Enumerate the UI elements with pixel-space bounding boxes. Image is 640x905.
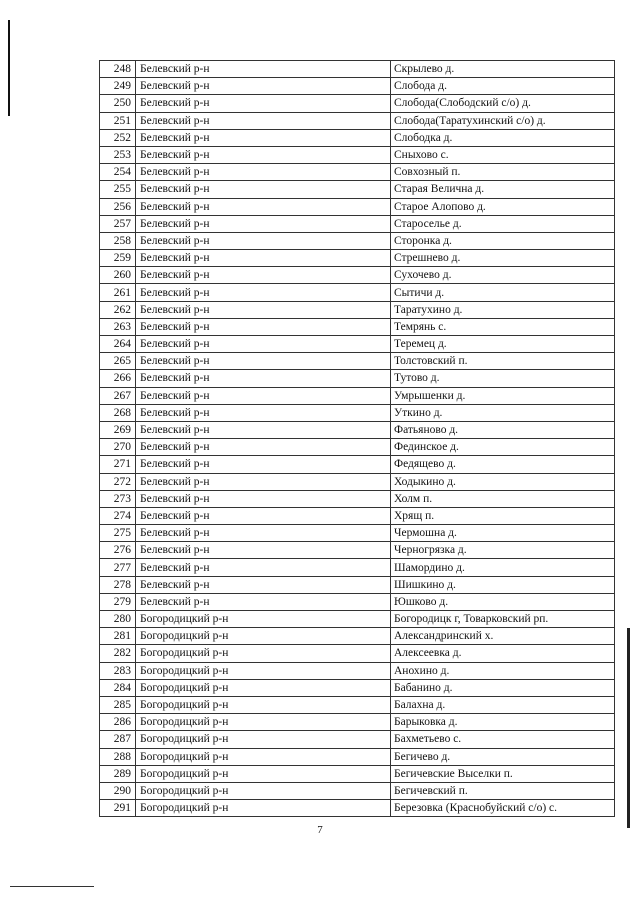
row-number-cell: 248 <box>100 61 136 78</box>
table-row <box>100 576 615 593</box>
district-cell: Белевский р-н <box>136 198 391 215</box>
settlement-cell: Бабанино д. <box>391 679 615 696</box>
row-number-cell: 274 <box>100 507 136 524</box>
table-row <box>100 507 615 524</box>
district-cell: Белевский р-н <box>136 525 391 542</box>
row-number-cell: 251 <box>100 112 136 129</box>
table-row <box>100 525 615 542</box>
settlement-cell: Хрящ п. <box>391 507 615 524</box>
row-number-cell: 250 <box>100 95 136 112</box>
row-number-cell: 261 <box>100 284 136 301</box>
table-row <box>100 95 615 112</box>
table-row <box>100 611 615 628</box>
settlements-table <box>99 60 615 817</box>
settlement-cell: Бегичевские Выселки п. <box>391 765 615 782</box>
table-row <box>100 714 615 731</box>
table-row <box>100 731 615 748</box>
district-cell: Богородицкий р-н <box>136 748 391 765</box>
table-row <box>100 748 615 765</box>
district-cell: Белевский р-н <box>136 370 391 387</box>
table-row <box>100 78 615 95</box>
table-row <box>100 336 615 353</box>
table-row <box>100 404 615 421</box>
row-number-cell: 258 <box>100 232 136 249</box>
settlement-cell: Фединское д. <box>391 439 615 456</box>
district-cell: Белевский р-н <box>136 542 391 559</box>
row-number-cell: 263 <box>100 318 136 335</box>
district-cell: Белевский р-н <box>136 507 391 524</box>
row-number-cell: 254 <box>100 164 136 181</box>
row-number-cell: 285 <box>100 696 136 713</box>
settlement-cell: Слобода(Таратухинский с/о) д. <box>391 112 615 129</box>
district-cell: Белевский р-н <box>136 284 391 301</box>
table-row <box>100 370 615 387</box>
district-cell: Богородицкий р-н <box>136 782 391 799</box>
table-row <box>100 215 615 232</box>
settlement-cell: Староселье д. <box>391 215 615 232</box>
district-cell: Белевский р-н <box>136 404 391 421</box>
district-cell: Богородицкий р-н <box>136 696 391 713</box>
settlement-cell: Тутово д. <box>391 370 615 387</box>
row-number-cell: 289 <box>100 765 136 782</box>
settlement-cell: Шишкино д. <box>391 576 615 593</box>
row-number-cell: 257 <box>100 215 136 232</box>
district-cell: Белевский р-н <box>136 215 391 232</box>
row-number-cell: 265 <box>100 353 136 370</box>
row-number-cell: 256 <box>100 198 136 215</box>
district-cell: Белевский р-н <box>136 181 391 198</box>
row-number-cell: 260 <box>100 267 136 284</box>
settlement-cell: Федящево д. <box>391 456 615 473</box>
row-number-cell: 291 <box>100 800 136 817</box>
settlement-cell: Бегичево д. <box>391 748 615 765</box>
row-number-cell: 281 <box>100 628 136 645</box>
row-number-cell: 273 <box>100 490 136 507</box>
settlement-cell: Таратухино д. <box>391 301 615 318</box>
district-cell: Белевский р-н <box>136 456 391 473</box>
district-cell: Белевский р-н <box>136 353 391 370</box>
settlement-cell: Александринский х. <box>391 628 615 645</box>
settlement-cell: Шамордино д. <box>391 559 615 576</box>
district-cell: Богородицкий р-н <box>136 800 391 817</box>
settlement-cell: Анохино д. <box>391 662 615 679</box>
row-number-cell: 278 <box>100 576 136 593</box>
settlement-cell: Холм п. <box>391 490 615 507</box>
district-cell: Белевский р-н <box>136 267 391 284</box>
district-cell: Богородицкий р-н <box>136 679 391 696</box>
table-row <box>100 284 615 301</box>
table-row <box>100 542 615 559</box>
settlement-cell: Старая Велична д. <box>391 181 615 198</box>
table-row <box>100 593 615 610</box>
settlement-cell: Сытичи д. <box>391 284 615 301</box>
district-cell: Белевский р-н <box>136 387 391 404</box>
table-row <box>100 439 615 456</box>
table-row <box>100 645 615 662</box>
row-number-cell: 277 <box>100 559 136 576</box>
row-number-cell: 259 <box>100 250 136 267</box>
district-cell: Белевский р-н <box>136 318 391 335</box>
table-row <box>100 61 615 78</box>
table-row <box>100 490 615 507</box>
settlement-cell: Ходыкино д. <box>391 473 615 490</box>
table-row <box>100 456 615 473</box>
district-cell: Белевский р-н <box>136 78 391 95</box>
table-row <box>100 129 615 146</box>
settlement-cell: Сухочево д. <box>391 267 615 284</box>
row-number-cell: 272 <box>100 473 136 490</box>
settlement-cell: Умрышенки д. <box>391 387 615 404</box>
settlements-table-body <box>100 61 615 817</box>
settlement-cell: Стрешнево д. <box>391 250 615 267</box>
table-row <box>100 559 615 576</box>
district-cell: Белевский р-н <box>136 164 391 181</box>
row-number-cell: 270 <box>100 439 136 456</box>
table-row <box>100 696 615 713</box>
settlement-cell: Теремец д. <box>391 336 615 353</box>
row-number-cell: 262 <box>100 301 136 318</box>
row-number-cell: 279 <box>100 593 136 610</box>
scan-edge-mark-right <box>627 628 630 828</box>
table-row <box>100 679 615 696</box>
scan-edge-mark-left <box>8 20 10 116</box>
row-number-cell: 271 <box>100 456 136 473</box>
district-cell: Белевский р-н <box>136 61 391 78</box>
district-cell: Белевский р-н <box>136 129 391 146</box>
district-cell: Богородицкий р-н <box>136 628 391 645</box>
table-row <box>100 232 615 249</box>
row-number-cell: 266 <box>100 370 136 387</box>
district-cell: Богородицкий р-н <box>136 765 391 782</box>
row-number-cell: 275 <box>100 525 136 542</box>
settlement-cell: Старое Алопово д. <box>391 198 615 215</box>
row-number-cell: 255 <box>100 181 136 198</box>
district-cell: Белевский р-н <box>136 336 391 353</box>
district-cell: Белевский р-н <box>136 250 391 267</box>
row-number-cell: 253 <box>100 146 136 163</box>
table-row <box>100 421 615 438</box>
settlement-cell: Чермошна д. <box>391 525 615 542</box>
settlement-cell: Скрылево д. <box>391 61 615 78</box>
settlement-cell: Слободка д. <box>391 129 615 146</box>
district-cell: Белевский р-н <box>136 473 391 490</box>
row-number-cell: 288 <box>100 748 136 765</box>
settlement-cell: Темрянь с. <box>391 318 615 335</box>
table-row <box>100 198 615 215</box>
settlement-cell: Березовка (Краснобуйский с/о) с. <box>391 800 615 817</box>
table-row <box>100 250 615 267</box>
table-row <box>100 318 615 335</box>
table-row <box>100 267 615 284</box>
district-cell: Белевский р-н <box>136 439 391 456</box>
row-number-cell: 252 <box>100 129 136 146</box>
district-cell: Белевский р-н <box>136 232 391 249</box>
table-row <box>100 662 615 679</box>
table-row <box>100 146 615 163</box>
table-row <box>100 473 615 490</box>
settlement-cell: Совхозный п. <box>391 164 615 181</box>
table-row <box>100 301 615 318</box>
row-number-cell: 269 <box>100 421 136 438</box>
row-number-cell: 264 <box>100 336 136 353</box>
table-row <box>100 112 615 129</box>
row-number-cell: 282 <box>100 645 136 662</box>
settlement-cell: Сныхово с. <box>391 146 615 163</box>
settlement-cell: Алексеевка д. <box>391 645 615 662</box>
table-row <box>100 353 615 370</box>
row-number-cell: 284 <box>100 679 136 696</box>
settlement-cell: Фатьяново д. <box>391 421 615 438</box>
row-number-cell: 276 <box>100 542 136 559</box>
row-number-cell: 287 <box>100 731 136 748</box>
table-row <box>100 800 615 817</box>
district-cell: Богородицкий р-н <box>136 611 391 628</box>
table-row <box>100 387 615 404</box>
settlement-cell: Уткино д. <box>391 404 615 421</box>
settlement-cell: Бегичевский п. <box>391 782 615 799</box>
page-number: 7 <box>317 824 323 836</box>
settlement-cell: Черногрязка д. <box>391 542 615 559</box>
table-row <box>100 181 615 198</box>
row-number-cell: 290 <box>100 782 136 799</box>
row-number-cell: 283 <box>100 662 136 679</box>
row-number-cell: 249 <box>100 78 136 95</box>
settlement-cell: Барыковка д. <box>391 714 615 731</box>
settlement-cell: Слобода д. <box>391 78 615 95</box>
district-cell: Богородицкий р-н <box>136 714 391 731</box>
settlement-cell: Богородицк г, Товарковский рп. <box>391 611 615 628</box>
row-number-cell: 280 <box>100 611 136 628</box>
table-row <box>100 164 615 181</box>
district-cell: Белевский р-н <box>136 593 391 610</box>
settlement-cell: Бахметьево с. <box>391 731 615 748</box>
scan-edge-mark-bottom <box>10 886 94 887</box>
district-cell: Белевский р-н <box>136 421 391 438</box>
table-row <box>100 628 615 645</box>
settlement-cell: Балахна д. <box>391 696 615 713</box>
table-row <box>100 765 615 782</box>
settlement-cell: Сторонка д. <box>391 232 615 249</box>
district-cell: Белевский р-н <box>136 301 391 318</box>
settlement-cell: Толстовский п. <box>391 353 615 370</box>
district-cell: Белевский р-н <box>136 95 391 112</box>
district-cell: Богородицкий р-н <box>136 662 391 679</box>
settlement-cell: Слобода(Слободский с/о) д. <box>391 95 615 112</box>
district-cell: Белевский р-н <box>136 112 391 129</box>
district-cell: Белевский р-н <box>136 146 391 163</box>
settlement-cell: Юшково д. <box>391 593 615 610</box>
row-number-cell: 286 <box>100 714 136 731</box>
row-number-cell: 267 <box>100 387 136 404</box>
table-row <box>100 782 615 799</box>
district-cell: Белевский р-н <box>136 490 391 507</box>
district-cell: Белевский р-н <box>136 576 391 593</box>
district-cell: Богородицкий р-н <box>136 731 391 748</box>
district-cell: Богородицкий р-н <box>136 645 391 662</box>
row-number-cell: 268 <box>100 404 136 421</box>
district-cell: Белевский р-н <box>136 559 391 576</box>
